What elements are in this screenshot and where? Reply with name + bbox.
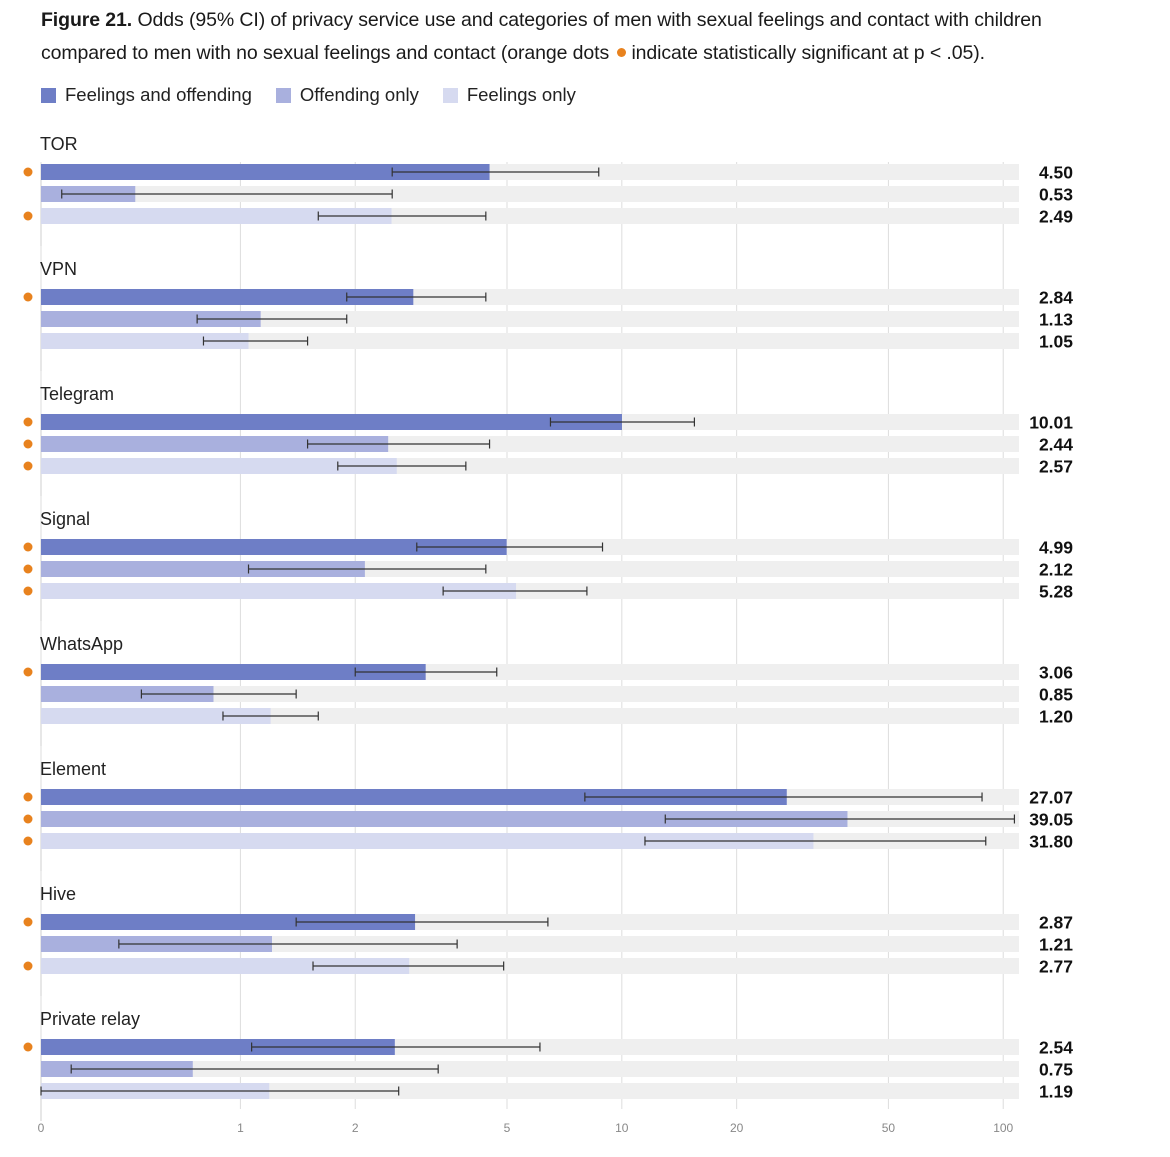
value-label: 5.28: [1038, 581, 1073, 602]
x-tick-label: 20: [729, 1121, 744, 1135]
group-label: VPN: [40, 259, 78, 279]
legend-label: Feelings only: [466, 84, 576, 105]
value-label: 2.49: [1038, 206, 1073, 227]
group-label: TOR: [40, 134, 78, 154]
value-label: 27.07: [1029, 787, 1073, 808]
value-label: 2.12: [1038, 559, 1073, 580]
value-label: 1.21: [1038, 934, 1073, 955]
x-tick-label: 2: [351, 1121, 359, 1135]
x-tick-label: 0: [37, 1121, 45, 1135]
significance-dot: [24, 462, 33, 471]
legend-label: Offending only: [299, 84, 419, 105]
value-label: 39.05: [1029, 809, 1073, 830]
value-label: 1.19: [1038, 1081, 1073, 1102]
significance-dot: [24, 837, 33, 846]
significance-dot: [24, 1043, 33, 1052]
value-label: 31.80: [1029, 831, 1073, 852]
legend-label: Feelings and offending: [65, 84, 252, 105]
group-label: Element: [40, 759, 107, 779]
x-tick-label: 50: [881, 1121, 896, 1135]
value-label: 2.44: [1038, 434, 1073, 455]
significance-dot: [24, 418, 33, 427]
significance-dot: [24, 793, 33, 802]
value-label: 2.84: [1038, 287, 1073, 308]
significance-dot: [24, 565, 33, 574]
value-label: 1.13: [1038, 309, 1073, 330]
bar-feelings-and-offending: [41, 414, 622, 430]
value-label: 1.20: [1038, 706, 1073, 727]
value-label: 4.50: [1038, 162, 1073, 183]
caption-text-end: indicate statistically significant at p < .05).: [631, 42, 985, 64]
group-label: Telegram: [40, 384, 115, 404]
group-label: Private relay: [40, 1009, 141, 1029]
significance-dot: [24, 668, 33, 677]
value-label: 2.87: [1038, 912, 1073, 933]
x-tick-label: 5: [503, 1121, 511, 1135]
significance-dot: [24, 962, 33, 971]
value-label: 10.01: [1029, 412, 1073, 433]
value-label: 3.06: [1038, 662, 1073, 683]
x-tick-label: 100: [993, 1121, 1014, 1135]
significance-dot: [24, 543, 33, 552]
caption-text: Odds (95% CI) of privacy service use and categories of men with sexual feelings and contact with children compared to men with no sexual feelings and contact (orange dots: [41, 9, 1042, 64]
figure-label: Figure 21.: [41, 9, 133, 31]
group-label: Hive: [40, 884, 77, 904]
significance-dot: [24, 440, 33, 449]
value-label: 0.75: [1038, 1059, 1073, 1080]
significance-dot: [24, 212, 33, 221]
x-tick-label: 10: [615, 1121, 629, 1135]
significance-dot: [24, 918, 33, 927]
significance-dot: [24, 168, 33, 177]
value-label: 2.54: [1038, 1037, 1073, 1058]
value-label: 2.77: [1038, 956, 1073, 977]
x-tick-label: 1: [237, 1121, 244, 1135]
value-label: 4.99: [1038, 537, 1073, 558]
significance-dot: [24, 293, 33, 302]
value-label: 1.05: [1038, 331, 1073, 352]
significance-dot: [24, 815, 33, 824]
significance-dot: [24, 587, 33, 596]
group-label: Signal: [40, 509, 91, 529]
value-label: 0.53: [1038, 184, 1073, 205]
value-label: 0.85: [1038, 684, 1073, 705]
value-label: 2.57: [1038, 456, 1073, 477]
group-label: WhatsApp: [40, 634, 124, 654]
